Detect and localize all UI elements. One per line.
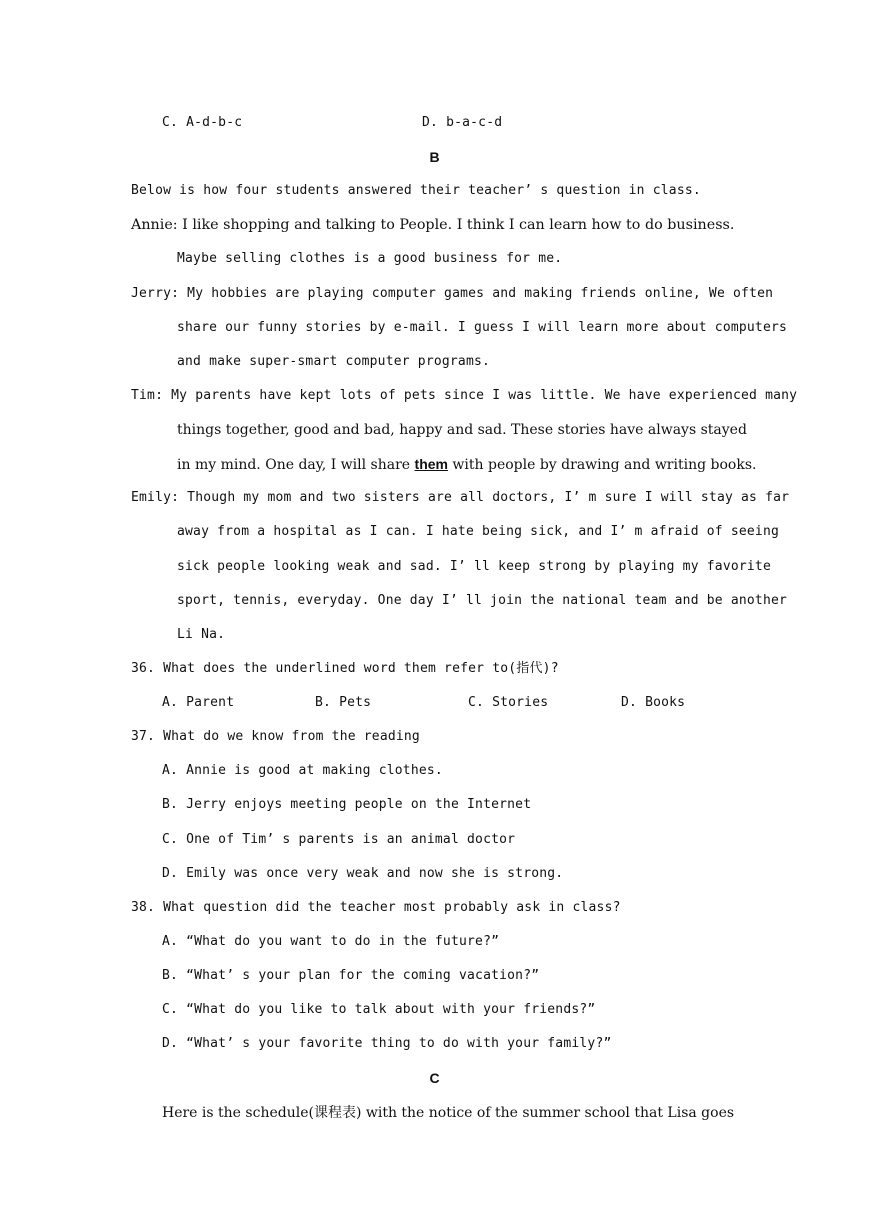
tim-line-3-before: in my mind. One day, I will share — [177, 457, 415, 473]
q37-stem: 37. What do we know from the reading — [131, 729, 420, 744]
emily-line-2: away from a hospital as I can. I hate being sick, and I’ m afraid of seeing — [177, 524, 779, 539]
option-c-top: C. A-d-b-c — [162, 115, 243, 130]
q36-option-b: B. Pets — [315, 695, 372, 710]
q37-option-c: C. One of Tim’ s parents is an animal doctor — [162, 832, 516, 847]
q38-option-c: C. “What do you like to talk about with your friends?” — [162, 1002, 596, 1017]
q38-option-d: D. “What’ s your favorite thing to do with your family?” — [162, 1036, 612, 1051]
option-d-top: D. b-a-c-d — [422, 115, 503, 130]
q36-option-d: D. Books — [621, 695, 686, 710]
section-c-intro: Here is the schedule(课程表) with the notice of the summer school that Lisa goes — [162, 1105, 735, 1121]
emily-line-1: Emily: Though my mom and two sisters are all doctors, I’ m sure I will stay as far — [131, 490, 790, 505]
jerry-line-1: Jerry: My hobbies are playing computer games and making friends online, We often — [131, 286, 774, 301]
section-c-heading: C — [429, 1070, 440, 1086]
emily-line-3: sick people looking weak and sad. I’ ll keep strong by playing my favorite — [177, 559, 771, 574]
jerry-line-3: and make super-smart computer programs. — [177, 354, 491, 369]
q36-option-a: A. Parent — [162, 695, 235, 710]
tim-line-1: Tim: My parents have kept lots of pets since I was little. We have experienced many — [131, 388, 798, 403]
jerry-line-2: share our funny stories by e-mail. I guess I will learn more about computers — [177, 320, 788, 335]
tim-line-3-after: with people by drawing and writing books. — [447, 457, 757, 473]
section-b-heading: B — [429, 149, 440, 165]
underlined-word-them: them — [414, 456, 448, 472]
q36-option-c: C. Stories — [468, 695, 549, 710]
q37-option-d: D. Emily was once very weak and now she is strong. — [162, 866, 564, 881]
tim-line-2: things together, good and bad, happy and sad. These stories have always stayed — [177, 422, 747, 438]
q36-stem: 36. What does the underlined word them refer to(指代)? — [131, 661, 559, 676]
tim-line-3 — [177, 455, 756, 473]
q37-option-b: B. Jerry enjoys meeting people on the Internet — [162, 797, 532, 812]
emily-line-5: Li Na. — [177, 627, 226, 642]
section-b-intro: Below is how four students answered their teacher’ s question in class. — [131, 183, 701, 198]
annie-line-1: Annie: I like shopping and talking to People. I think I can learn how to do business. — [131, 217, 735, 233]
q37-option-a: A. Annie is good at making clothes. — [162, 763, 443, 778]
emily-line-4: sport, tennis, everyday. One day I’ ll join the national team and be another — [177, 593, 788, 608]
q38-stem: 38. What question did the teacher most probably ask in class? — [131, 900, 621, 915]
q38-option-a: A. “What do you want to do in the future?” — [162, 934, 500, 949]
annie-line-2: Maybe selling clothes is a good business for me. — [177, 251, 563, 266]
q38-option-b: B. “What’ s your plan for the coming vacation?” — [162, 968, 540, 983]
